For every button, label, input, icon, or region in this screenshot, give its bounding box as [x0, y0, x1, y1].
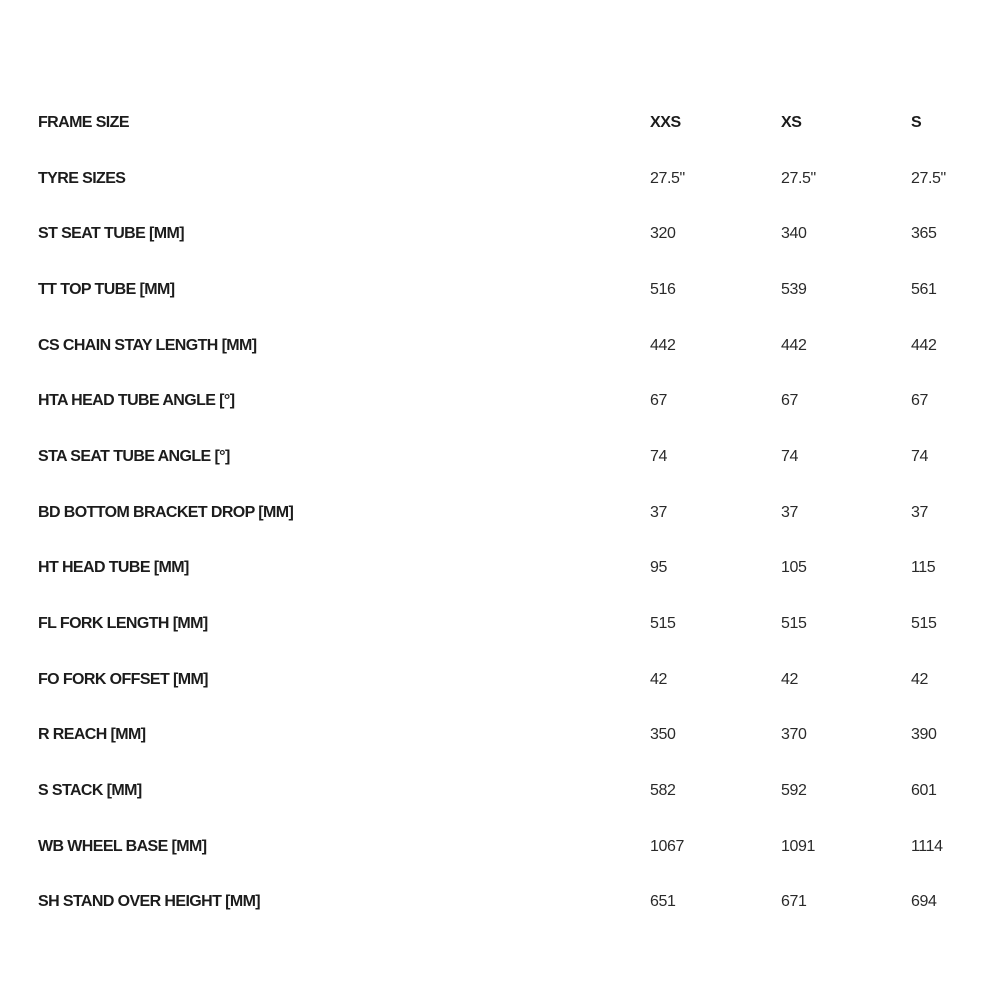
table-row — [38, 819, 978, 875]
value-xxs: 74 — [650, 447, 667, 465]
table-row — [38, 541, 978, 597]
value-s: 67 — [911, 392, 928, 410]
value-xs: 42 — [781, 670, 798, 688]
value-s: 442 — [911, 336, 937, 354]
value-xs: 671 — [781, 893, 807, 911]
row-label: STA SEAT TUBE ANGLE [°] — [38, 447, 230, 465]
value-s: 365 — [911, 225, 937, 243]
row-label: R REACH [MM] — [38, 726, 146, 744]
value-s: 561 — [911, 280, 937, 298]
value-xs: 340 — [781, 225, 807, 243]
value-xxs: 516 — [650, 280, 676, 298]
row-label: FO FORK OFFSET [MM] — [38, 670, 208, 688]
value-xxs: 95 — [650, 559, 667, 577]
table-row — [38, 206, 978, 262]
value-xs: 539 — [781, 280, 807, 298]
value-s: 1114 — [911, 837, 943, 855]
value-s: 27.5" — [911, 169, 946, 187]
row-label: S STACK [MM] — [38, 782, 142, 800]
value-xs: 105 — [781, 559, 807, 577]
value-xxs: 67 — [650, 392, 667, 410]
row-label: HT HEAD TUBE [MM] — [38, 559, 189, 577]
value-xxs: 651 — [650, 893, 676, 911]
row-label: FL FORK LENGTH [MM] — [38, 615, 208, 633]
value-xxs: 42 — [650, 670, 667, 688]
value-xxs: 320 — [650, 225, 676, 243]
table-row — [38, 875, 978, 931]
value-xxs: 350 — [650, 726, 676, 744]
value-s: 601 — [911, 782, 937, 800]
value-xxs: 582 — [650, 782, 676, 800]
geometry-table — [38, 95, 978, 930]
row-label: TT TOP TUBE [MM] — [38, 280, 175, 298]
value-xs: 27.5" — [781, 169, 816, 187]
table-row — [38, 763, 978, 819]
row-label: WB WHEEL BASE [MM] — [38, 837, 207, 855]
value-s: 115 — [911, 559, 936, 577]
value-xs: 515 — [781, 615, 807, 633]
table-row — [38, 596, 978, 652]
row-label: ST SEAT TUBE [MM] — [38, 225, 184, 243]
value-xs: 1091 — [781, 837, 815, 855]
row-label: BD BOTTOM BRACKET DROP [MM] — [38, 503, 294, 521]
table-row — [38, 318, 978, 374]
value-xs: 74 — [781, 447, 798, 465]
value-xxs: 515 — [650, 615, 676, 633]
value-s: 515 — [911, 615, 937, 633]
value-xxs: 442 — [650, 336, 676, 354]
value-xs: 592 — [781, 782, 807, 800]
table-row — [38, 708, 978, 764]
table-row — [38, 429, 978, 485]
value-xs: 442 — [781, 336, 807, 354]
table-body — [38, 151, 978, 931]
value-xs: 370 — [781, 726, 807, 744]
table-row — [38, 652, 978, 708]
table-row — [38, 485, 978, 541]
table-header-row — [38, 95, 978, 151]
value-s: 390 — [911, 726, 937, 744]
value-s: 42 — [911, 670, 928, 688]
row-label: CS CHAIN STAY LENGTH [MM] — [38, 336, 257, 354]
value-xxs: 37 — [650, 503, 667, 521]
value-s: 74 — [911, 447, 928, 465]
size-header-xs: XS — [781, 113, 802, 131]
row-label: SH STAND OVER HEIGHT [MM] — [38, 893, 261, 911]
size-header-s: S — [911, 113, 922, 131]
value-xs: 67 — [781, 392, 798, 410]
table-row — [38, 373, 978, 429]
value-xs: 37 — [781, 503, 798, 521]
row-label: TYRE SIZES — [38, 169, 126, 187]
table-row — [38, 262, 978, 318]
value-s: 694 — [911, 893, 937, 911]
size-header-xxs: XXS — [650, 113, 681, 131]
header-label: FRAME SIZE — [38, 113, 129, 131]
value-xxs: 1067 — [650, 837, 684, 855]
table-row — [38, 151, 978, 207]
value-s: 37 — [911, 503, 928, 521]
value-xxs: 27.5" — [650, 169, 685, 187]
row-label: HTA HEAD TUBE ANGLE [°] — [38, 392, 235, 410]
